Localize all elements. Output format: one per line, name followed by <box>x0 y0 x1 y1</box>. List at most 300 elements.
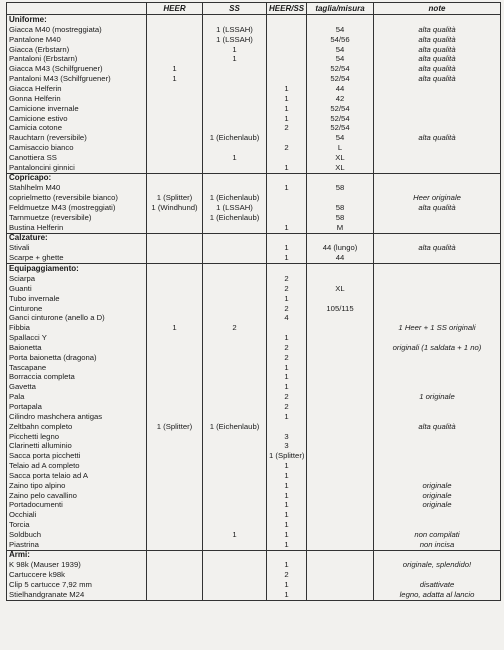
table-row <box>7 113 501 123</box>
cell-ss <box>203 402 267 412</box>
cell-item: Cartuccere k98k <box>7 570 147 580</box>
cell-hs: 1 <box>267 333 307 343</box>
cell-heer <box>147 143 203 153</box>
section-cell <box>374 264 501 274</box>
table-row <box>7 133 501 143</box>
cell-note <box>374 382 501 392</box>
table-row <box>7 451 501 461</box>
cell-item: Tarnmuetze (reversibile) <box>7 213 147 223</box>
cell-size: 52/54 <box>307 104 374 114</box>
cell-size <box>307 560 374 570</box>
table-row <box>7 143 501 153</box>
section-cell <box>147 550 203 560</box>
table-row <box>7 223 501 233</box>
cell-note <box>374 94 501 104</box>
section-title: Equipaggiamento: <box>7 264 147 274</box>
cell-heer <box>147 481 203 491</box>
table-row <box>7 481 501 491</box>
cell-ss <box>203 570 267 580</box>
cell-heer <box>147 412 203 422</box>
cell-note <box>374 294 501 304</box>
cell-size <box>307 451 374 461</box>
cell-ss <box>203 372 267 382</box>
table-row <box>7 294 501 304</box>
cell-note <box>374 123 501 133</box>
cell-item: coprielmetto (reversibile bianco) <box>7 193 147 203</box>
cell-size <box>307 333 374 343</box>
cell-item: Porta baionetta (dragona) <box>7 353 147 363</box>
cell-note <box>374 223 501 233</box>
cell-hs <box>267 64 307 74</box>
cell-heer: 1 (Splitter) <box>147 193 203 203</box>
cell-size: XL <box>307 153 374 163</box>
cell-ss <box>203 481 267 491</box>
cell-ss <box>203 500 267 510</box>
cell-item: Zaino pelo cavallino <box>7 491 147 501</box>
cell-item: Pantalone M40 <box>7 35 147 45</box>
section-row <box>7 233 501 243</box>
cell-heer <box>147 382 203 392</box>
cell-size: 54/56 <box>307 35 374 45</box>
cell-item: Portadocumenti <box>7 500 147 510</box>
cell-ss <box>203 540 267 550</box>
cell-heer <box>147 133 203 143</box>
cell-heer <box>147 213 203 223</box>
section-cell <box>203 15 267 25</box>
cell-note: 1 Heer + 1 SS originali <box>374 323 501 333</box>
table-row <box>7 303 501 313</box>
cell-hs: 1 <box>267 253 307 263</box>
table-row <box>7 35 501 45</box>
cell-heer <box>147 84 203 94</box>
table-row <box>7 183 501 193</box>
cell-ss <box>203 253 267 263</box>
cell-hs: 1 <box>267 294 307 304</box>
cell-ss <box>203 431 267 441</box>
cell-size <box>307 481 374 491</box>
cell-heer <box>147 500 203 510</box>
cell-hs: 2 <box>267 570 307 580</box>
cell-hs: 2 <box>267 303 307 313</box>
cell-heer <box>147 510 203 520</box>
cell-note <box>374 441 501 451</box>
cell-note <box>374 353 501 363</box>
cell-hs: 2 <box>267 143 307 153</box>
cell-size: L <box>307 143 374 153</box>
cell-heer <box>147 104 203 114</box>
cell-ss <box>203 520 267 530</box>
table-row <box>7 45 501 55</box>
cell-ss: 1 (Eichenlaub) <box>203 422 267 432</box>
cell-ss <box>203 64 267 74</box>
cell-heer <box>147 253 203 263</box>
cell-item: Scarpe + ghette <box>7 253 147 263</box>
cell-item: K 98k (Mauser 1939) <box>7 560 147 570</box>
table-row <box>7 580 501 590</box>
cell-size: M <box>307 223 374 233</box>
cell-hs <box>267 133 307 143</box>
section-cell <box>203 550 267 560</box>
cell-ss <box>203 451 267 461</box>
table-row <box>7 104 501 114</box>
cell-heer <box>147 243 203 253</box>
section-cell <box>374 15 501 25</box>
cell-note: originale <box>374 481 501 491</box>
section-row <box>7 264 501 274</box>
cell-size: 52/54 <box>307 64 374 74</box>
header-heer: HEER <box>147 3 203 15</box>
cell-size <box>307 540 374 550</box>
cell-item: Stielhandgranate M24 <box>7 590 147 600</box>
table-row <box>7 313 501 323</box>
cell-ss: 1 <box>203 45 267 55</box>
cell-size <box>307 343 374 353</box>
header-size: taglia/misura <box>307 3 374 15</box>
inventory-body <box>7 15 501 601</box>
cell-item: Bustina Helferin <box>7 223 147 233</box>
table-row <box>7 560 501 570</box>
cell-ss <box>203 183 267 193</box>
cell-item: Canottiera SS <box>7 153 147 163</box>
cell-item: Gavetta <box>7 382 147 392</box>
table-row <box>7 74 501 84</box>
cell-ss: 1 (LSSAH) <box>203 35 267 45</box>
cell-size <box>307 441 374 451</box>
cell-size: 54 <box>307 45 374 55</box>
cell-size <box>307 402 374 412</box>
cell-item: Giacca M43 (Schilfgruener) <box>7 64 147 74</box>
cell-ss: 1 (LSSAH) <box>203 25 267 35</box>
cell-size <box>307 422 374 432</box>
cell-item: Torcia <box>7 520 147 530</box>
table-row <box>7 64 501 74</box>
cell-hs: 3 <box>267 431 307 441</box>
cell-heer <box>147 363 203 373</box>
cell-ss: 1 (Eichenlaub) <box>203 133 267 143</box>
table-row <box>7 243 501 253</box>
cell-hs: 1 <box>267 94 307 104</box>
cell-note <box>374 570 501 580</box>
cell-item: Pala <box>7 392 147 402</box>
cell-item: Cinturone <box>7 303 147 313</box>
cell-ss: 1 <box>203 153 267 163</box>
section-cell <box>307 173 374 183</box>
section-cell <box>374 173 501 183</box>
cell-hs: 2 <box>267 343 307 353</box>
cell-note <box>374 520 501 530</box>
table-row <box>7 412 501 422</box>
cell-size <box>307 412 374 422</box>
table-row <box>7 431 501 441</box>
cell-heer <box>147 530 203 540</box>
cell-hs: 1 <box>267 520 307 530</box>
cell-hs: 1 <box>267 163 307 173</box>
cell-item: Gonna Helferin <box>7 94 147 104</box>
cell-note <box>374 113 501 123</box>
section-title: Calzature: <box>7 233 147 243</box>
section-cell <box>307 15 374 25</box>
cell-ss: 1 (Eichenlaub) <box>203 193 267 203</box>
cell-hs: 1 <box>267 223 307 233</box>
cell-heer <box>147 560 203 570</box>
header-ss: SS <box>203 3 267 15</box>
table-row <box>7 422 501 432</box>
cell-ss <box>203 143 267 153</box>
cell-heer <box>147 392 203 402</box>
cell-size: 44 (lungo) <box>307 243 374 253</box>
table-row <box>7 590 501 600</box>
table-row <box>7 471 501 481</box>
cell-hs: 2 <box>267 402 307 412</box>
section-cell <box>203 264 267 274</box>
table-row <box>7 284 501 294</box>
cell-hs: 1 <box>267 530 307 540</box>
cell-hs: 2 <box>267 353 307 363</box>
cell-note <box>374 412 501 422</box>
cell-hs: 1 <box>267 481 307 491</box>
cell-hs: 1 <box>267 500 307 510</box>
cell-note: alta qualità <box>374 25 501 35</box>
cell-ss <box>203 274 267 284</box>
cell-heer: 1 (Splitter) <box>147 422 203 432</box>
cell-heer <box>147 35 203 45</box>
cell-hs: 2 <box>267 392 307 402</box>
cell-ss <box>203 284 267 294</box>
cell-heer <box>147 183 203 193</box>
cell-size <box>307 193 374 203</box>
cell-hs <box>267 54 307 64</box>
cell-ss <box>203 303 267 313</box>
cell-size <box>307 392 374 402</box>
cell-size <box>307 491 374 501</box>
cell-ss <box>203 84 267 94</box>
cell-hs: 1 <box>267 580 307 590</box>
cell-heer <box>147 153 203 163</box>
section-cell <box>307 233 374 243</box>
cell-size <box>307 461 374 471</box>
cell-size <box>307 520 374 530</box>
cell-size <box>307 323 374 333</box>
cell-heer <box>147 45 203 55</box>
cell-item: Giacca M40 (mostreggiata) <box>7 25 147 35</box>
cell-note: alta qualità <box>374 422 501 432</box>
cell-heer: 1 (Windhund) <box>147 203 203 213</box>
cell-hs: 1 <box>267 104 307 114</box>
cell-item: Stivali <box>7 243 147 253</box>
cell-note: alta qualità <box>374 133 501 143</box>
cell-heer <box>147 353 203 363</box>
cell-note <box>374 451 501 461</box>
cell-item: Clip 5 cartucce 7,92 mm <box>7 580 147 590</box>
cell-heer <box>147 163 203 173</box>
cell-size: 54 <box>307 25 374 35</box>
cell-item: Telaio ad A completo <box>7 461 147 471</box>
cell-ss <box>203 382 267 392</box>
cell-heer <box>147 461 203 471</box>
cell-heer <box>147 343 203 353</box>
table-row <box>7 520 501 530</box>
table-row <box>7 372 501 382</box>
cell-heer <box>147 274 203 284</box>
table-row <box>7 54 501 64</box>
cell-note: legno, adatta al lancio <box>374 590 501 600</box>
cell-item: Cilindro mashchera antigas <box>7 412 147 422</box>
section-row <box>7 173 501 183</box>
table-row <box>7 570 501 580</box>
cell-heer <box>147 333 203 343</box>
cell-hs: 2 <box>267 274 307 284</box>
cell-item: Sacca porta telaio ad A <box>7 471 147 481</box>
section-title: Uniforme: <box>7 15 147 25</box>
cell-item: Camicione estivo <box>7 113 147 123</box>
section-cell <box>147 233 203 243</box>
section-cell <box>203 173 267 183</box>
cell-ss <box>203 294 267 304</box>
cell-item: Tascapane <box>7 363 147 373</box>
section-cell <box>267 550 307 560</box>
table-row <box>7 84 501 94</box>
cell-item: Camicia cotone <box>7 123 147 133</box>
cell-heer <box>147 580 203 590</box>
cell-ss <box>203 163 267 173</box>
header-item <box>7 3 147 15</box>
cell-hs <box>267 35 307 45</box>
cell-ss <box>203 343 267 353</box>
cell-ss: 2 <box>203 323 267 333</box>
cell-item: Borraccia completa <box>7 372 147 382</box>
table-row <box>7 94 501 104</box>
cell-heer: 1 <box>147 323 203 333</box>
cell-heer <box>147 540 203 550</box>
cell-size: 54 <box>307 133 374 143</box>
cell-heer <box>147 372 203 382</box>
cell-heer <box>147 590 203 600</box>
cell-note <box>374 183 501 193</box>
header-heer-ss: HEER/SS <box>267 3 307 15</box>
cell-size: 44 <box>307 253 374 263</box>
table-row <box>7 213 501 223</box>
cell-size: 52/54 <box>307 123 374 133</box>
cell-hs: 1 <box>267 412 307 422</box>
cell-item: Feldmuetze M43 (mostreggiati) <box>7 203 147 213</box>
cell-note: alta qualità <box>374 45 501 55</box>
cell-heer <box>147 54 203 64</box>
cell-size <box>307 431 374 441</box>
cell-size <box>307 500 374 510</box>
cell-hs: 1 <box>267 372 307 382</box>
cell-ss <box>203 74 267 84</box>
cell-ss <box>203 412 267 422</box>
table-row <box>7 363 501 373</box>
cell-ss <box>203 580 267 590</box>
cell-item: Camisaccio bianco <box>7 143 147 153</box>
cell-size: 105/115 <box>307 303 374 313</box>
cell-ss <box>203 491 267 501</box>
inventory-sheet <box>6 2 500 642</box>
cell-note: non incisa <box>374 540 501 550</box>
section-cell <box>203 233 267 243</box>
table-row <box>7 153 501 163</box>
cell-note <box>374 153 501 163</box>
section-cell <box>147 173 203 183</box>
cell-ss: 1 <box>203 54 267 64</box>
cell-size <box>307 570 374 580</box>
cell-ss <box>203 223 267 233</box>
cell-hs: 2 <box>267 284 307 294</box>
cell-hs: 1 <box>267 560 307 570</box>
table-row <box>7 253 501 263</box>
cell-ss: 1 (Eichenlaub) <box>203 213 267 223</box>
cell-size <box>307 313 374 323</box>
cell-item: Giacca (Erbstarn) <box>7 45 147 55</box>
cell-heer <box>147 431 203 441</box>
cell-note: alta qualità <box>374 203 501 213</box>
cell-note <box>374 313 501 323</box>
cell-hs: 4 <box>267 313 307 323</box>
cell-size <box>307 510 374 520</box>
cell-size: XL <box>307 284 374 294</box>
header-row <box>7 3 501 15</box>
cell-item: Rauchtarn (reversibile) <box>7 133 147 143</box>
cell-note: alta qualità <box>374 243 501 253</box>
cell-heer: 1 <box>147 74 203 84</box>
cell-note <box>374 510 501 520</box>
cell-hs: 1 <box>267 382 307 392</box>
section-cell <box>267 173 307 183</box>
cell-note <box>374 471 501 481</box>
cell-hs: 1 <box>267 590 307 600</box>
cell-ss <box>203 560 267 570</box>
cell-ss <box>203 590 267 600</box>
cell-heer <box>147 441 203 451</box>
section-cell <box>267 233 307 243</box>
cell-ss <box>203 333 267 343</box>
cell-ss <box>203 243 267 253</box>
cell-size: XL <box>307 163 374 173</box>
cell-size: 58 <box>307 213 374 223</box>
cell-hs: 3 <box>267 441 307 451</box>
cell-note <box>374 213 501 223</box>
header-note: note <box>374 3 501 15</box>
cell-item: Spallacci Y <box>7 333 147 343</box>
table-row <box>7 540 501 550</box>
section-row <box>7 550 501 560</box>
cell-size <box>307 372 374 382</box>
cell-item: Clarinetti alluminio <box>7 441 147 451</box>
cell-note: alta qualità <box>374 74 501 84</box>
cell-item: Camicione invernale <box>7 104 147 114</box>
cell-item: Soldbuch <box>7 530 147 540</box>
cell-hs: 1 <box>267 510 307 520</box>
cell-hs: 1 <box>267 461 307 471</box>
cell-item: Ganci cinturone (anello a D) <box>7 313 147 323</box>
cell-note: originali (1 saldata + 1 no) <box>374 343 501 353</box>
cell-note <box>374 84 501 94</box>
cell-ss <box>203 363 267 373</box>
cell-size <box>307 382 374 392</box>
cell-item: Pantaloncini ginnici <box>7 163 147 173</box>
cell-note: non compilati <box>374 530 501 540</box>
cell-item: Stahlhelm M40 <box>7 183 147 193</box>
cell-heer <box>147 402 203 412</box>
cell-note: alta qualità <box>374 64 501 74</box>
cell-note <box>374 104 501 114</box>
cell-heer <box>147 451 203 461</box>
section-cell <box>147 264 203 274</box>
cell-size: 58 <box>307 203 374 213</box>
cell-item: Giacca Helferin <box>7 84 147 94</box>
cell-heer: 1 <box>147 64 203 74</box>
